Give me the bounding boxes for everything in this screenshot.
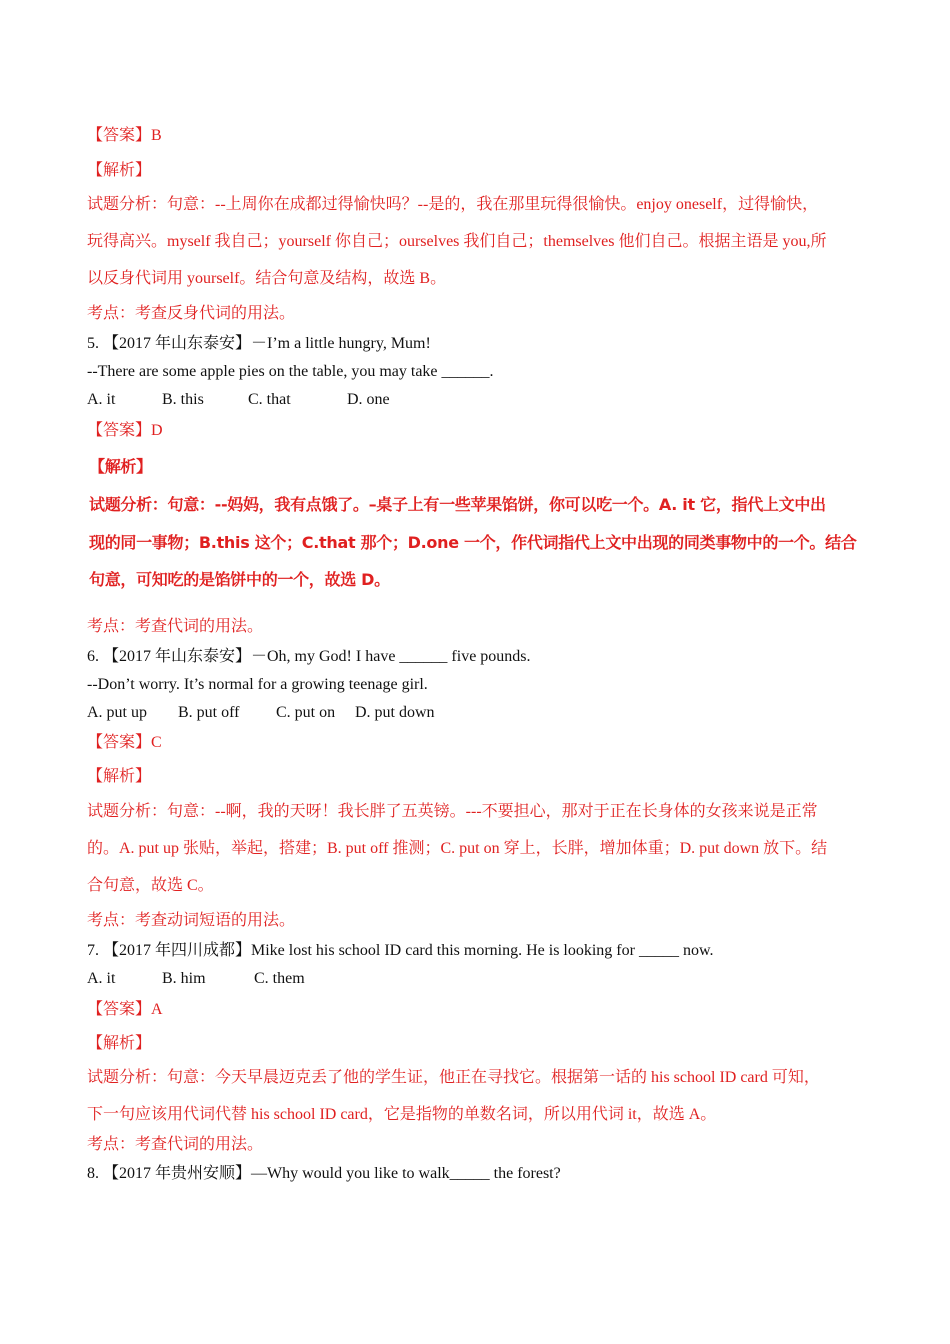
q7-option: B. him [162,970,206,987]
q7-analysis-line: 试题分析：句意：今天早晨迈克丢了他的学生证，他正在寻找它。根据第一话的 his school ID card 可知， [87,1069,820,1086]
q6-option: D. put down [355,704,435,721]
q5-option: A. it [87,391,116,408]
q6-options [87,703,435,723]
q6-analysis-line: 试题分析：句意：--啊，我的天呀！我长胖了五英镑。---不要担心，那对于正在长身体的女孩来说是正常 [87,803,818,820]
q7-analysis-label: 【解析】 [87,1035,152,1052]
q6-option: C. put on [276,704,336,721]
q6-answer: 【答案】C [87,734,162,751]
q7-point: 考点：考查代词的用法。 [87,1136,264,1153]
q7-option: A. it [87,970,116,987]
q4-analysis-line: 试题分析：句意：--上周你在成都过得愉快吗？--是的，我在那里玩得很愉快。enjoy oneself，过得愉快， [87,196,819,213]
q6-question: 6. 【2017 年山东泰安】－Oh, my God! I have ______ five pounds. [87,648,531,665]
q7-analysis-line: 下一句应该用代词代替 his school ID card，它是指物的单数名词，所以用代词 it，故选 A。 [87,1106,717,1123]
q4-answer: 【答案】B [87,127,162,144]
q4-analysis-line: 玩得高兴。myself 我自己；yourself 你自己；ourselves 我们自己；themselves 他们自己。根据主语是 you,所 [87,233,827,250]
q7-answer: 【答案】A [87,1001,163,1018]
q7-option: C. them [254,970,305,987]
q5-option: D. one [347,391,390,408]
q6-reply: --Don’t worry. It’s normal for a growing teenage girl. [87,676,428,693]
q5-analysis-label: 【解析】 [89,457,152,476]
q5-analysis-line: 试题分析：句意：--妈妈，我有点饿了。–桌子上有一些苹果馅饼，你可以吃一个。A. it 它，指代上文中出 [89,495,826,514]
q5-options [87,390,390,410]
q5-point: 考点：考查代词的用法。 [87,618,264,635]
q5-reply: --There are some apple pies on the table, you may take ______. [87,363,494,380]
q5-analysis-line: 现的同一事物；B.this 这个；C.that 那个；D.one 一个，作代词指代上文中出现的同类事物中的一个。结合 [89,533,857,552]
q6-option: A. put up [87,704,147,721]
q6-option: B. put off [178,704,240,721]
q4-analysis-label: 【解析】 [87,162,152,179]
q8-question: 8. 【2017 年贵州安顺】—Why would you like to walk_____ the forest? [87,1165,561,1182]
q4-analysis-line: 以反身代词用 yourself。结合句意及结构，故选 B。 [87,270,447,287]
q5-question: 5. 【2017 年山东泰安】－I’m a little hungry, Mum! [87,335,431,352]
q6-analysis-line: 合句意，故选 C。 [87,877,214,894]
q6-point: 考点：考查动词短语的用法。 [87,912,296,929]
q4-point: 考点：考查反身代词的用法。 [87,305,296,322]
q7-options [87,969,305,989]
q5-answer: 【答案】D [87,422,163,439]
q5-option: B. this [162,391,204,408]
q5-option: C. that [248,391,291,408]
q5-analysis-line: 句意，可知吃的是馅饼中的一个，故选 D。 [89,570,390,589]
q6-analysis-label: 【解析】 [87,768,152,785]
q6-analysis-line: 的。A. put up 张贴，举起，搭建；B. put off 推测；C. put on 穿上，长胖，增加体重；D. put down 放下。结 [87,840,828,857]
q7-question: 7. 【2017 年四川成都】Mike lost his school ID card this morning. He is looking for _____ now. [87,942,714,959]
